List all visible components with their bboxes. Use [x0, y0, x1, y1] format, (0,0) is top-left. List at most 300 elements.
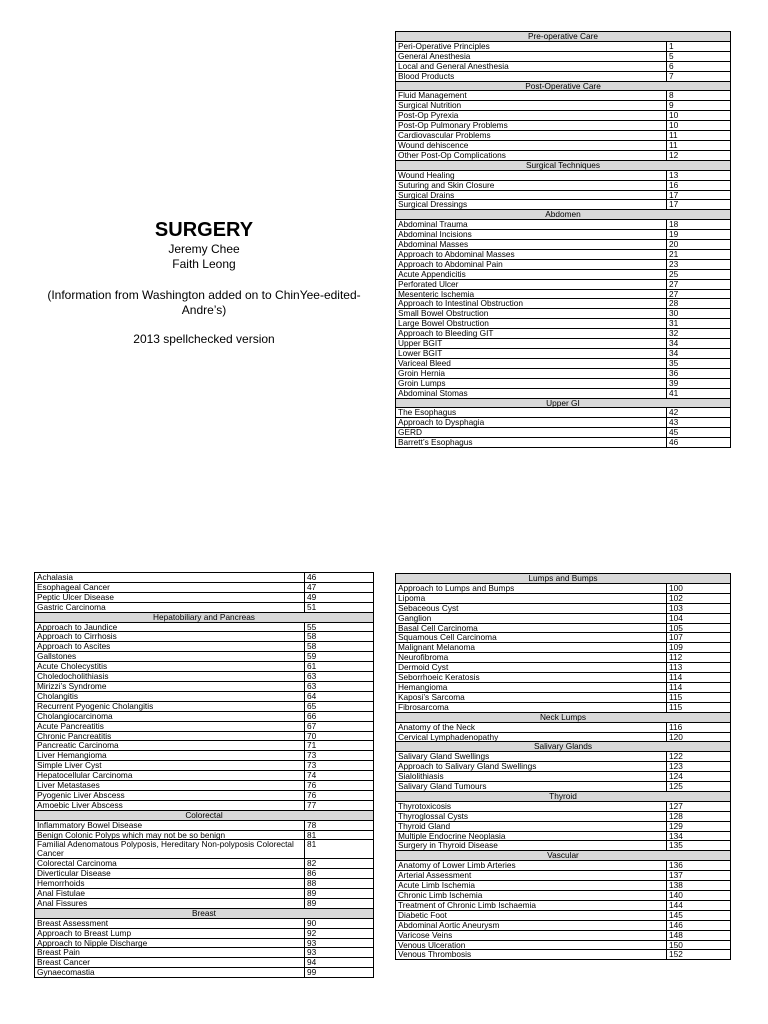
- topic-title: Simple Liver Cyst: [35, 761, 305, 771]
- topic-title: Mirizzi’s Syndrome: [35, 681, 305, 691]
- topic-title: Acute Appendicitis: [396, 269, 667, 279]
- toc-row: [396, 682, 731, 692]
- topic-title: Breast Assessment: [35, 918, 305, 928]
- toc-row: [396, 821, 731, 831]
- toc-row: [35, 602, 374, 612]
- page-number: 18: [667, 220, 731, 230]
- page-number: 1: [667, 41, 731, 51]
- page-number: 25: [667, 269, 731, 279]
- topic-title: Anatomy of the Neck: [396, 722, 667, 732]
- topic-title: Abdominal Incisions: [396, 230, 667, 240]
- toc-row: [396, 170, 731, 180]
- page-number: 63: [305, 672, 374, 682]
- topic-title: Sebaceous Cyst: [396, 603, 667, 613]
- topic-title: Esophageal Cancer: [35, 582, 305, 592]
- topic-title: Anal Fistulae: [35, 889, 305, 899]
- topic-title: Achalasia: [35, 573, 305, 583]
- topic-title: Gastric Carcinoma: [35, 602, 305, 612]
- page-number: 78: [305, 820, 374, 830]
- page-number: 64: [305, 691, 374, 701]
- page-number: 30: [667, 309, 731, 319]
- page-number: 70: [305, 731, 374, 741]
- page-number: 94: [305, 958, 374, 968]
- page-number: 43: [667, 418, 731, 428]
- section-title: Surgical Techniques: [396, 160, 731, 170]
- page-number: 93: [305, 948, 374, 958]
- page-number: 13: [667, 170, 731, 180]
- toc-row: [35, 622, 374, 632]
- toc-row: [35, 691, 374, 701]
- page-number: 115: [667, 692, 731, 702]
- topic-title: Approach to Breast Lump: [35, 928, 305, 938]
- page-number: 28: [667, 299, 731, 309]
- topic-title: Wound Healing: [396, 170, 667, 180]
- page-number: 137: [667, 871, 731, 881]
- topic-title: Variceal Bleed: [396, 358, 667, 368]
- version-note: 2013 spellchecked version: [133, 332, 275, 346]
- toc-row: [396, 663, 731, 673]
- toc-row: [35, 711, 374, 721]
- page-number: 11: [667, 131, 731, 141]
- topic-title: Acute Limb Ischemia: [396, 881, 667, 891]
- toc-row: [396, 871, 731, 881]
- topic-title: Approach to Bleeding GIT: [396, 329, 667, 339]
- toc-row: [35, 968, 374, 978]
- toc-row: [35, 790, 374, 800]
- topic-title: Hepatocellular Carcinoma: [35, 771, 305, 781]
- topic-title: Breast Cancer: [35, 958, 305, 968]
- page-number: 23: [667, 259, 731, 269]
- page-number: 115: [667, 702, 731, 712]
- toc-row: [396, 782, 731, 792]
- page-number: 113: [667, 663, 731, 673]
- topic-title: Anal Fissures: [35, 898, 305, 908]
- toc-row: [396, 841, 731, 851]
- page-number: 120: [667, 732, 731, 742]
- toc-section-header: [396, 210, 731, 220]
- toc-row: [35, 840, 374, 859]
- topic-title: Chronic Pancreatitis: [35, 731, 305, 741]
- page-number: 19: [667, 230, 731, 240]
- topic-title: Multiple Endocrine Neoplasia: [396, 831, 667, 841]
- page-number: 89: [305, 889, 374, 899]
- toc-row: [35, 781, 374, 791]
- topic-title: Mesenteric Ischemia: [396, 289, 667, 299]
- topic-title: Hemorrhoids: [35, 879, 305, 889]
- topic-title: Pancreatic Carcinoma: [35, 741, 305, 751]
- topic-title: Gallstones: [35, 652, 305, 662]
- page-number: 116: [667, 722, 731, 732]
- toc-row: [396, 368, 731, 378]
- toc-row: [396, 299, 731, 309]
- toc-row: [396, 329, 731, 339]
- page-number: 32: [667, 329, 731, 339]
- toc-row: [396, 249, 731, 259]
- toc-row: [396, 319, 731, 329]
- toc-row: [396, 920, 731, 930]
- page-number: 123: [667, 762, 731, 772]
- toc-row: [396, 150, 731, 160]
- toc-row: [396, 339, 731, 349]
- toc-row: [396, 623, 731, 633]
- page-number: 73: [305, 761, 374, 771]
- topic-title: Liver Metastases: [35, 781, 305, 791]
- toc-row: [35, 701, 374, 711]
- topic-title: Acute Cholecystitis: [35, 662, 305, 672]
- page-number: 127: [667, 801, 731, 811]
- toc-row: [35, 731, 374, 741]
- page-number: 124: [667, 772, 731, 782]
- toc-section-header: [396, 32, 731, 42]
- toc-row: [35, 582, 374, 592]
- page-number: 93: [305, 938, 374, 948]
- topic-title: Local and General Anesthesia: [396, 61, 667, 71]
- topic-title: General Anesthesia: [396, 51, 667, 61]
- page-number: 27: [667, 279, 731, 289]
- toc-row: [35, 662, 374, 672]
- toc-row: [396, 940, 731, 950]
- topic-title: Choledocholithiasis: [35, 672, 305, 682]
- toc-row: [35, 938, 374, 948]
- toc-section-header: [396, 712, 731, 722]
- section-title: Thyroid: [396, 791, 731, 801]
- section-title: Neck Lumps: [396, 712, 731, 722]
- page-number: 99: [305, 968, 374, 978]
- page-number: 42: [667, 408, 731, 418]
- section-title: Post-Operative Care: [396, 81, 731, 91]
- topic-title: Surgical Dressings: [396, 200, 667, 210]
- topic-title: Lipoma: [396, 593, 667, 603]
- section-title: Colorectal: [35, 810, 374, 820]
- page-number: 10: [667, 111, 731, 121]
- toc-row: [35, 958, 374, 968]
- toc-row: [35, 771, 374, 781]
- toc-row: [396, 418, 731, 428]
- toc-section-header: [396, 81, 731, 91]
- page-number: 138: [667, 881, 731, 891]
- toc-row: [35, 681, 374, 691]
- page-number: 103: [667, 603, 731, 613]
- toc-row: [35, 642, 374, 652]
- topic-title: Post-Op Pyrexia: [396, 111, 667, 121]
- topic-title: Pyogenic Liver Abscess: [35, 790, 305, 800]
- page-number: 6: [667, 61, 731, 71]
- topic-title: Approach to Dysphagia: [396, 418, 667, 428]
- topic-title: Approach to Nipple Discharge: [35, 938, 305, 948]
- page-number: 114: [667, 673, 731, 683]
- toc-row: [396, 408, 731, 418]
- topic-title: Chronic Limb Ischemia: [396, 891, 667, 901]
- toc-row: [396, 653, 731, 663]
- toc-row: [35, 721, 374, 731]
- page-number: 11: [667, 140, 731, 150]
- topic-title: Arterial Assessment: [396, 871, 667, 881]
- toc-row: [396, 289, 731, 299]
- topic-title: Thyroid Gland: [396, 821, 667, 831]
- toc-row: [396, 309, 731, 319]
- page-number: 7: [667, 71, 731, 81]
- section-title: Abdomen: [396, 210, 731, 220]
- toc-section-header: [396, 398, 731, 408]
- topic-title: Hemangioma: [396, 682, 667, 692]
- toc-row: [396, 358, 731, 368]
- page-number: 17: [667, 200, 731, 210]
- page-number: 76: [305, 790, 374, 800]
- topic-title: Abdominal Trauma: [396, 220, 667, 230]
- toc-row: [396, 772, 731, 782]
- toc-row: [396, 230, 731, 240]
- page-number: 145: [667, 910, 731, 920]
- section-title: Vascular: [396, 851, 731, 861]
- page-number: 140: [667, 891, 731, 901]
- page-number: 74: [305, 771, 374, 781]
- page-number: 65: [305, 701, 374, 711]
- topic-title: Suturing and Skin Closure: [396, 180, 667, 190]
- topic-title: Fibrosarcoma: [396, 702, 667, 712]
- page-number: 105: [667, 623, 731, 633]
- topic-title: Abdominal Masses: [396, 240, 667, 250]
- toc-row: [396, 41, 731, 51]
- toc-row: [396, 881, 731, 891]
- page-number: 5: [667, 51, 731, 61]
- toc-row: [396, 378, 731, 388]
- topic-title: Salivary Gland Tumours: [396, 782, 667, 792]
- page-number: 21: [667, 249, 731, 259]
- page-number: 102: [667, 593, 731, 603]
- topic-title: Barrett’s Esophagus: [396, 438, 667, 448]
- page-number: 107: [667, 633, 731, 643]
- topic-title: Small Bowel Obstruction: [396, 309, 667, 319]
- topic-title: Approach to Jaundice: [35, 622, 305, 632]
- toc-row: [35, 592, 374, 602]
- toc-row: [396, 811, 731, 821]
- page-number: 152: [667, 950, 731, 960]
- toc-row: [35, 869, 374, 879]
- page-number: 104: [667, 613, 731, 623]
- section-title: Salivary Glands: [396, 742, 731, 752]
- page-number: 20: [667, 240, 731, 250]
- page-number: 89: [305, 898, 374, 908]
- topic-title: Malignant Melanoma: [396, 643, 667, 653]
- toc-row: [396, 910, 731, 920]
- section-title: Pre-operative Care: [396, 32, 731, 42]
- topic-title: Approach to Cirrhosis: [35, 632, 305, 642]
- topic-title: Anatomy of Lower Limb Arteries: [396, 861, 667, 871]
- toc-row: [35, 889, 374, 899]
- topic-title: Varicose Veins: [396, 930, 667, 940]
- page-number: 112: [667, 653, 731, 663]
- toc-table-bottom-left: [34, 572, 374, 978]
- page-number: 71: [305, 741, 374, 751]
- page-number: 129: [667, 821, 731, 831]
- topic-title: Approach to Intestinal Obstruction: [396, 299, 667, 309]
- toc-section-header: [35, 612, 374, 622]
- toc-section-header: [396, 574, 731, 584]
- page-number: 125: [667, 782, 731, 792]
- topic-title: Venous Ulceration: [396, 940, 667, 950]
- topic-title: Colorectal Carcinoma: [35, 859, 305, 869]
- toc-row: [396, 200, 731, 210]
- page-number: 17: [667, 190, 731, 200]
- page-number: 81: [305, 840, 374, 859]
- topic-title: Ganglion: [396, 613, 667, 623]
- page-number: 58: [305, 632, 374, 642]
- topic-title: Cholangitis: [35, 691, 305, 701]
- toc-row: [396, 61, 731, 71]
- topic-title: Thyrotoxicosis: [396, 801, 667, 811]
- toc-section-header: [396, 791, 731, 801]
- topic-title: Groin Hernia: [396, 368, 667, 378]
- topic-title: Fluid Management: [396, 91, 667, 101]
- toc-row: [35, 820, 374, 830]
- page-number: 10: [667, 121, 731, 131]
- toc-row: [396, 603, 731, 613]
- toc-row: [396, 220, 731, 230]
- toc-row: [35, 652, 374, 662]
- toc-row: [396, 240, 731, 250]
- topic-title: Familial Adenomatous Polyposis, Hereditary Non-polyposis Colorectal Cancer: [35, 840, 305, 859]
- toc-row: [35, 830, 374, 840]
- topic-title: Groin Lumps: [396, 378, 667, 388]
- toc-row: [396, 269, 731, 279]
- topic-title: Approach to Abdominal Masses: [396, 249, 667, 259]
- page-number: 58: [305, 642, 374, 652]
- topic-title: Breast Pain: [35, 948, 305, 958]
- topic-title: Basal Cell Carcinoma: [396, 623, 667, 633]
- page-number: 34: [667, 349, 731, 359]
- page-number: 12: [667, 150, 731, 160]
- topic-title: Upper BGIT: [396, 339, 667, 349]
- toc-row: [35, 741, 374, 751]
- topic-title: Peri-Operative Principles: [396, 41, 667, 51]
- toc-row: [396, 762, 731, 772]
- toc-table-bottom-right: [395, 573, 731, 960]
- toc-row: [396, 930, 731, 940]
- toc-row: [396, 583, 731, 593]
- section-title: Breast: [35, 908, 374, 918]
- topic-title: Treatment of Chronic Limb Ischaemia: [396, 900, 667, 910]
- page-number: 128: [667, 811, 731, 821]
- topic-title: Abdominal Stomas: [396, 388, 667, 398]
- toc-row: [396, 950, 731, 960]
- topic-title: Venous Thrombosis: [396, 950, 667, 960]
- page-number: 41: [667, 388, 731, 398]
- page-number: 81: [305, 830, 374, 840]
- toc-row: [35, 859, 374, 869]
- toc-row: [396, 801, 731, 811]
- page-number: 136: [667, 861, 731, 871]
- toc-section-header: [396, 851, 731, 861]
- topic-title: Benign Colonic Polyps which may not be so benign: [35, 830, 305, 840]
- topic-title: Cardiovascular Problems: [396, 131, 667, 141]
- page-number: 76: [305, 781, 374, 791]
- page-number: 82: [305, 859, 374, 869]
- page-number: 9: [667, 101, 731, 111]
- toc-row: [396, 279, 731, 289]
- toc-row: [396, 438, 731, 448]
- topic-title: Lower BGIT: [396, 349, 667, 359]
- page-number: 148: [667, 930, 731, 940]
- toc-row: [396, 831, 731, 841]
- toc-row: [396, 613, 731, 623]
- topic-title: Cervical Lymphadenopathy: [396, 732, 667, 742]
- page-number: 67: [305, 721, 374, 731]
- page-number: 109: [667, 643, 731, 653]
- toc-row: [396, 702, 731, 712]
- page-number: 73: [305, 751, 374, 761]
- topic-title: Surgical Nutrition: [396, 101, 667, 111]
- page-number: 31: [667, 319, 731, 329]
- toc-row: [396, 349, 731, 359]
- toc-row: [396, 673, 731, 683]
- page-number: 88: [305, 879, 374, 889]
- section-title: Hepatobiliary and Pancreas: [35, 612, 374, 622]
- topic-title: Blood Products: [396, 71, 667, 81]
- page-number: 90: [305, 918, 374, 928]
- topic-title: Amoebic Liver Abscess: [35, 800, 305, 810]
- toc-row: [396, 428, 731, 438]
- topic-title: Neurofibroma: [396, 653, 667, 663]
- page-number: 114: [667, 682, 731, 692]
- toc-row: [396, 752, 731, 762]
- page-number: 63: [305, 681, 374, 691]
- toc-row: [396, 121, 731, 131]
- toc-section-header: [396, 742, 731, 752]
- source-note: (Information from Washington added on to ChinYee-edited-Andre’s): [47, 288, 361, 317]
- page-number: 122: [667, 752, 731, 762]
- topic-title: Wound dehiscence: [396, 140, 667, 150]
- topic-title: Post-Op Pulmonary Problems: [396, 121, 667, 131]
- section-title: Lumps and Bumps: [396, 574, 731, 584]
- page-number: 61: [305, 662, 374, 672]
- toc-row: [396, 722, 731, 732]
- topic-title: Approach to Salivary Gland Swellings: [396, 762, 667, 772]
- toc-row: [35, 879, 374, 889]
- page-number: 66: [305, 711, 374, 721]
- page-number: 146: [667, 920, 731, 930]
- page-number: 46: [667, 438, 731, 448]
- toc-row: [396, 111, 731, 121]
- topic-title: Dermoid Cyst: [396, 663, 667, 673]
- topic-title: Gynaecomastia: [35, 968, 305, 978]
- topic-title: Salivary Gland Swellings: [396, 752, 667, 762]
- page-number: 51: [305, 602, 374, 612]
- toc-row: [396, 861, 731, 871]
- page-number: 16: [667, 180, 731, 190]
- page-number: 36: [667, 368, 731, 378]
- toc-row: [396, 891, 731, 901]
- topic-title: Recurrent Pyogenic Cholangitis: [35, 701, 305, 711]
- toc-row: [35, 632, 374, 642]
- topic-title: Other Post-Op Complications: [396, 150, 667, 160]
- author-name: Faith Leong: [172, 257, 236, 271]
- toc-row: [35, 761, 374, 771]
- page-number: 39: [667, 378, 731, 388]
- topic-title: Cholangiocarcinoma: [35, 711, 305, 721]
- topic-title: Peptic Ulcer Disease: [35, 592, 305, 602]
- page-number: 35: [667, 358, 731, 368]
- toc-table-top-right: [395, 31, 731, 448]
- page-number: 100: [667, 583, 731, 593]
- toc-section-header: [35, 908, 374, 918]
- toc-section-header: [35, 810, 374, 820]
- topic-title: Surgery in Thyroid Disease: [396, 841, 667, 851]
- page-number: 45: [667, 428, 731, 438]
- toc-row: [35, 918, 374, 928]
- page-number: 59: [305, 652, 374, 662]
- toc-section-header: [396, 160, 731, 170]
- toc-row: [396, 91, 731, 101]
